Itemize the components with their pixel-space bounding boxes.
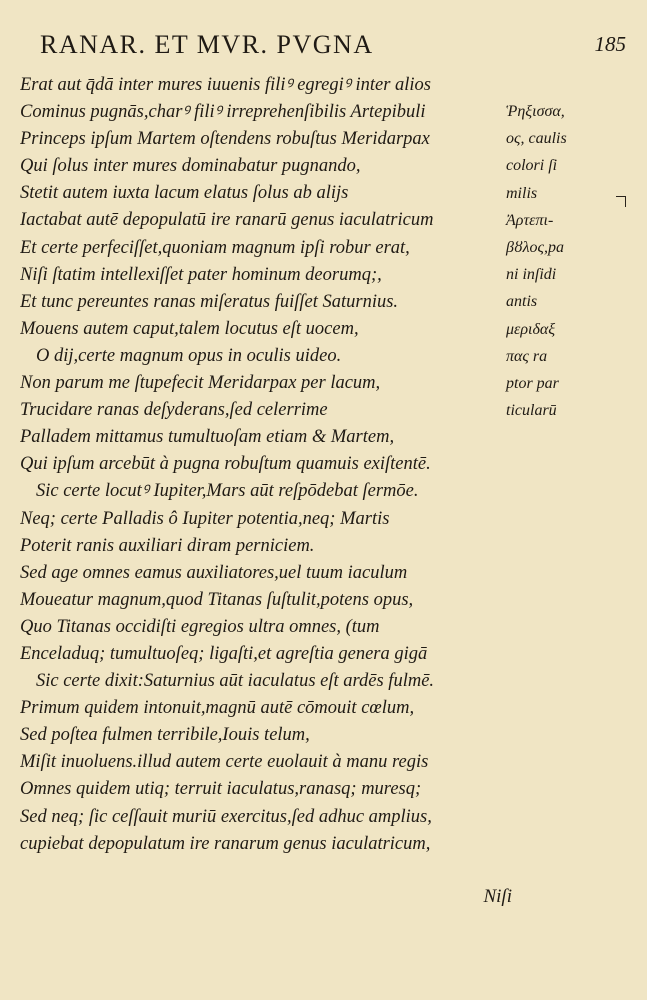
text-line: Non parum me ſtupefecit Meridarpax per lacum,	[20, 373, 381, 394]
text-line: Sic certe dixit:Saturnius aūt iaculatus eſt ardēs fulmē.	[36, 671, 435, 692]
text-line: Et certe perfeciſſet,quoniam magnum ipſi robur erat,	[20, 237, 410, 258]
text-line: Palladem mittamus tumultuoſam etiam & Martem,	[20, 427, 395, 448]
page-header	[26, 30, 626, 64]
text-line: Sed neq; ſic ceſſauit muriū exercitus,ſed adhuc amplius,	[20, 806, 432, 827]
text-line: Princeps ipſum Martem oſtendens robuſtus Meridarpax	[20, 129, 430, 150]
margin-note: ptor par	[506, 374, 559, 392]
text-line: Moueatur magnum,quod Titanas ſuſtulit,potens opus,	[20, 589, 414, 610]
text-line: Iactabat autē depopulatū ire ranarū genus iaculatricum	[20, 210, 434, 231]
margin-note: πας ra	[506, 347, 548, 365]
text-line: Sed age omnes eamus auxiliatores,uel tuum iaculum	[20, 562, 408, 583]
margin-note: ος, caulis	[506, 130, 567, 148]
text-line: Enceladuq; tumultuoſeq; ligaſti,et agreſtia genera gigā	[20, 643, 428, 664]
text-line: Neq; certe Palladis ô Iupiter potentia,neq; Martis	[20, 508, 390, 529]
text-line: Qui ſolus inter mures dominabatur pugnando,	[20, 156, 361, 177]
text-line: Poterit ranis auxiliari diram perniciem.	[20, 535, 315, 556]
text-line: Niſi ſtatim intellexiſſet pater hominum deorumq;,	[20, 264, 382, 285]
text-line: cupiebat depopulatum ire ranarum genus iaculatricum,	[20, 833, 431, 854]
margin-note: ni inſidi	[506, 266, 557, 284]
margin-note: Ῥηξισσα,	[506, 103, 565, 120]
text-line: Erat aut q̄dā inter mures iuuenis filiꝰ egregiꝰ inter alios	[20, 75, 432, 95]
margin-note: βȣλος,pa	[506, 238, 565, 256]
page-number: 185	[594, 32, 626, 56]
margin-note: antis	[506, 293, 538, 311]
margin-note: colori ſi	[506, 157, 558, 175]
verse-text	[20, 72, 508, 858]
margin-note: μεριδαξ	[506, 320, 556, 338]
text-line: Primum quidem intonuit,magnū autē cōmouit cœlum,	[20, 698, 415, 719]
margin-note: milis	[506, 184, 538, 202]
text-line: O dij,certe magnum opus in oculis uideo.	[36, 345, 342, 366]
catchword: Niſi	[483, 886, 512, 907]
text-line: Sed poſtea fulmen terribile,Iouis telum,	[20, 725, 310, 746]
text-line: Trucidare ranas deſyderans,ſed celerrime	[20, 400, 328, 421]
text-line: Miſit inuoluens.illud autem certe euolauit à manu regis	[20, 752, 429, 773]
text-line: Omnes quidem utiq; terruit iaculatus,ranasq; muresq;	[20, 779, 422, 800]
margin-note: ticularū	[506, 402, 557, 420]
text-line: Qui ipſum arcebūt à pugna robuſtum quamuis exiſtentē.	[20, 454, 431, 475]
text-line: Et tunc pereuntes ranas miſeratus fuiſſet Saturnius.	[20, 291, 399, 312]
corner-mark	[616, 196, 626, 207]
margin-note: Ἀρτεπι-	[506, 211, 554, 229]
text-line: Stetit autem iuxta lacum elatus ſolus ab alijs	[20, 183, 349, 204]
running-head: RANAR. ET MVR. PVGNA	[40, 30, 374, 59]
text-line: Sic certe locutꝰ Iupiter,Mars aūt reſpōdebat ſermōe.	[36, 481, 419, 502]
text-line: Mouens autem caput,talem locutus eſt uocem,	[20, 318, 359, 339]
text-line: Cominus pugnās,charꝰ filiꝰ irreprehenſibilis Artepibuli	[20, 102, 426, 123]
text-line: Quo Titanas occidiſti egregios ultra omnes, (tum	[20, 616, 380, 637]
margin-notes	[506, 98, 606, 424]
